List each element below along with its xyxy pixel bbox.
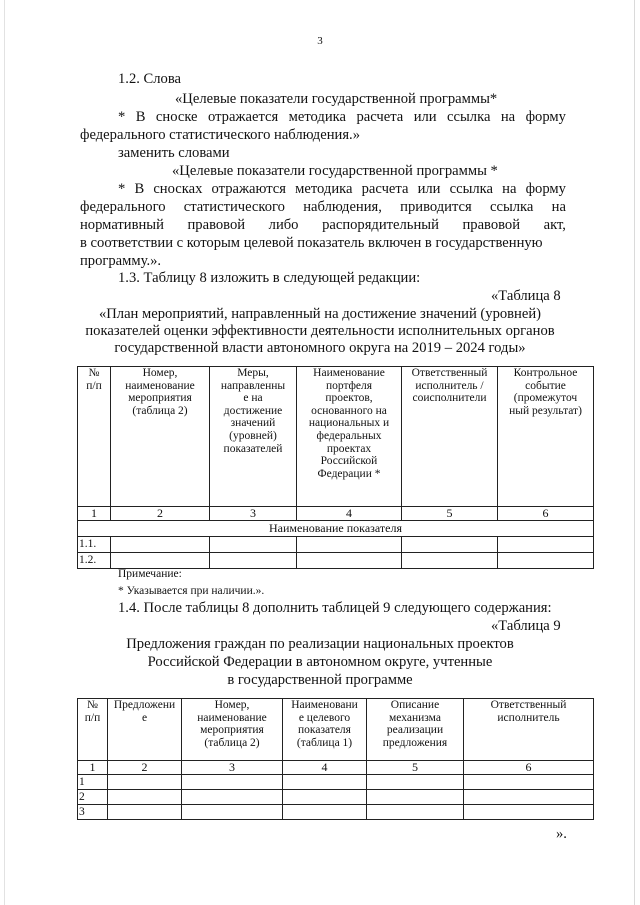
word: или (413, 109, 437, 125)
table-8 (77, 366, 594, 569)
header-line: наименование (197, 711, 267, 724)
word: отражаются (211, 181, 286, 197)
section-1-4-text: 1.4. После таблицы 8 дополнить таблицей 9 следующего содержания: (118, 600, 552, 616)
table-8-title-line-3: государственной власти автономного округа на 2019 – 2024 годы» (114, 340, 526, 356)
table-8-header-row (78, 367, 594, 507)
column-number-cell: 5 (367, 761, 464, 775)
header-line: № (87, 699, 98, 711)
header-line: реализации (386, 724, 444, 737)
header-line: Российской (320, 455, 378, 468)
word: правовой (462, 217, 521, 233)
table-9-title-line-3: в государственной программе (227, 672, 413, 688)
table-row (78, 790, 594, 805)
empty-cell (367, 775, 464, 790)
word: приводится (400, 199, 472, 215)
word: на (551, 199, 566, 215)
header-line: исполнитель / (415, 379, 484, 392)
empty-cell (297, 537, 402, 553)
header-line: е (141, 711, 148, 724)
header-line: (уровней) (229, 429, 277, 442)
header-line: Меры, (237, 367, 269, 379)
header-line: п/п (86, 379, 102, 392)
table-9-header-row (78, 699, 594, 761)
row-number-cell: 1.2. (78, 553, 111, 569)
empty-cell (182, 775, 283, 790)
header-line: значений (230, 417, 276, 430)
header-cell (210, 367, 297, 507)
table-8-title-line-2: показателей оценки эффективности деятельности исполнительных органов (85, 323, 555, 339)
word: федерального (80, 199, 166, 215)
empty-cell (498, 553, 594, 569)
column-number-cell: 6 (464, 761, 594, 775)
header-cell (297, 367, 402, 507)
header-line: национальных и (308, 417, 390, 430)
header-cell (367, 699, 464, 761)
header-line: Федерации * (317, 467, 381, 480)
empty-cell (297, 553, 402, 569)
new-footnote-line-5: программу.». (80, 253, 162, 269)
table-row (78, 805, 594, 820)
word: правовой (187, 217, 246, 233)
word: методика (288, 109, 346, 125)
empty-cell (210, 553, 297, 569)
header-line: Номер, (214, 699, 250, 711)
empty-cell (210, 537, 297, 553)
header-line: проектах (326, 442, 372, 455)
word: сноске (155, 109, 198, 125)
column-number-cell: 4 (283, 761, 367, 775)
column-number-cell: 1 (78, 507, 111, 521)
header-cell (111, 367, 210, 507)
empty-cell (464, 805, 594, 820)
closing-mark: ». (556, 826, 567, 842)
header-line: мероприятия (128, 392, 192, 405)
indicator-name-cell: Наименование показателя (78, 521, 594, 537)
word: форму (525, 109, 566, 125)
column-number-cell: 4 (297, 507, 402, 521)
word: расчета (361, 181, 409, 197)
header-line: федеральных (316, 429, 382, 442)
header-cell (108, 699, 182, 761)
note-title: Примечание: (118, 568, 182, 580)
header-line: показателя (298, 724, 351, 737)
header-line: портфеля (325, 379, 373, 392)
header-cell (78, 367, 111, 507)
empty-cell (283, 790, 367, 805)
word: ссылка (447, 109, 491, 125)
word: или (417, 181, 441, 197)
column-number-cell: 1 (78, 761, 108, 775)
section-1-3-text: 1.3. Таблицу 8 изложить в следующей редакции: (118, 270, 421, 286)
page-number: 3 (317, 35, 323, 47)
empty-cell (283, 805, 367, 820)
empty-cell (108, 775, 182, 790)
word: на (502, 181, 517, 197)
word: * (118, 181, 126, 197)
header-line: соисполнители (412, 392, 487, 405)
empty-cell (283, 775, 367, 790)
new-footnote-line-2 (80, 199, 566, 216)
new-phrase: «Целевые показатели государственной программы * (172, 163, 498, 179)
scan-edge-right (634, 0, 635, 905)
header-cell (402, 367, 498, 507)
word: распорядительный (322, 217, 439, 233)
word: наблюдения, (303, 199, 382, 215)
header-line: мероприятия (200, 724, 264, 737)
row-number-cell: 3 (78, 805, 108, 820)
header-line: достижение (223, 404, 283, 417)
header-line: е на (243, 392, 263, 405)
header-line: проектов, (325, 392, 373, 405)
replace-with-text: заменить словами (118, 145, 230, 161)
word: сносках (153, 181, 203, 197)
word: на (500, 109, 516, 125)
table-9-title-line-1: Предложения граждан по реализации национальных проектов (126, 636, 514, 652)
header-line: Контрольное (513, 367, 578, 379)
header-line: предложения (382, 736, 448, 749)
section-1-2-heading: 1.2. Слова (118, 71, 182, 87)
table-row (78, 537, 594, 553)
new-footnote-line-3 (80, 217, 566, 234)
table-9-label: «Таблица 9 (491, 618, 561, 634)
header-line: п/п (84, 711, 101, 724)
column-number-cell: 5 (402, 507, 498, 521)
new-footnote-line-1 (118, 181, 566, 198)
row-number-cell: 1 (78, 775, 108, 790)
header-line: механизма (389, 711, 441, 724)
empty-cell (108, 790, 182, 805)
empty-cell (402, 553, 498, 569)
table-8-number-row (78, 507, 594, 521)
word: отражается (207, 109, 279, 125)
word: нормативный (80, 217, 164, 233)
header-line: (таблица 1) (296, 736, 353, 749)
header-line: (таблица 2) (204, 736, 260, 749)
header-line: исполнитель (497, 711, 560, 724)
empty-cell (464, 775, 594, 790)
column-number-cell: 6 (498, 507, 594, 521)
header-line: (таблица 2) (132, 404, 188, 417)
scan-edge-left (4, 0, 5, 905)
empty-cell (111, 537, 210, 553)
new-footnote-line-4: в соответствии с которым целевой показатель включен в государственную (80, 235, 543, 251)
word: В (134, 181, 145, 197)
header-cell (498, 367, 594, 507)
header-line: направленны (220, 379, 286, 392)
header-cell (78, 699, 108, 761)
empty-cell (402, 537, 498, 553)
word: методика (295, 181, 353, 197)
word: форму (525, 181, 566, 197)
header-line: Номер, (142, 367, 178, 379)
header-line: событие (525, 379, 566, 392)
table-8-indicator-row (78, 521, 594, 537)
empty-cell (367, 790, 464, 805)
note-text: * Указывается при наличии.». (118, 585, 265, 597)
header-line: наименование (125, 379, 195, 392)
old-footnote-line-1 (118, 109, 566, 126)
column-number-cell: 2 (111, 507, 210, 521)
old-footnote-line-2: федерального статистического наблюдения.» (80, 127, 360, 143)
header-line: № (88, 367, 100, 379)
header-line: Описание (390, 699, 440, 711)
word: В (135, 109, 146, 125)
word: расчета (356, 109, 404, 125)
empty-cell (111, 553, 210, 569)
header-line: Ответственный (411, 367, 488, 379)
header-line: Предложени (113, 699, 176, 711)
empty-cell (108, 805, 182, 820)
header-line: показателей (223, 442, 283, 455)
header-line: Ответственный (490, 699, 567, 711)
empty-cell (367, 805, 464, 820)
table-9-title-line-2: Российской Федерации в автономном округе, учтенные (147, 654, 493, 670)
row-number-cell: 1.1. (78, 537, 111, 553)
header-line: Наименовани (291, 699, 358, 711)
row-number-cell: 2 (78, 790, 108, 805)
word: ссылка (490, 199, 534, 215)
empty-cell (464, 790, 594, 805)
header-line: е целевого (298, 711, 351, 724)
empty-cell (182, 790, 283, 805)
word: акт, (543, 217, 566, 233)
header-line: основанного на (311, 404, 387, 417)
table-row (78, 775, 594, 790)
header-cell (283, 699, 367, 761)
table-row (78, 553, 594, 569)
table-8-title-line-1: «План мероприятий, направленный на достижение значений (уровней) (98, 306, 542, 322)
empty-cell (498, 537, 594, 553)
table-9-number-row (78, 761, 594, 775)
old-phrase: «Целевые показатели государственной программы* (175, 91, 498, 107)
word: ссылка (449, 181, 494, 197)
header-line: ный результат) (509, 404, 582, 417)
word: статистического (183, 199, 285, 215)
column-number-cell: 3 (182, 761, 283, 775)
header-line: (промежуточ (513, 392, 578, 405)
header-cell (182, 699, 283, 761)
header-line: Наименование (313, 367, 385, 379)
header-cell (464, 699, 594, 761)
empty-cell (182, 805, 283, 820)
table-9 (77, 698, 594, 820)
column-number-cell: 2 (108, 761, 182, 775)
table-8-label: «Таблица 8 (491, 288, 561, 304)
word: либо (268, 217, 299, 233)
column-number-cell: 3 (210, 507, 297, 521)
word: * (118, 109, 126, 125)
